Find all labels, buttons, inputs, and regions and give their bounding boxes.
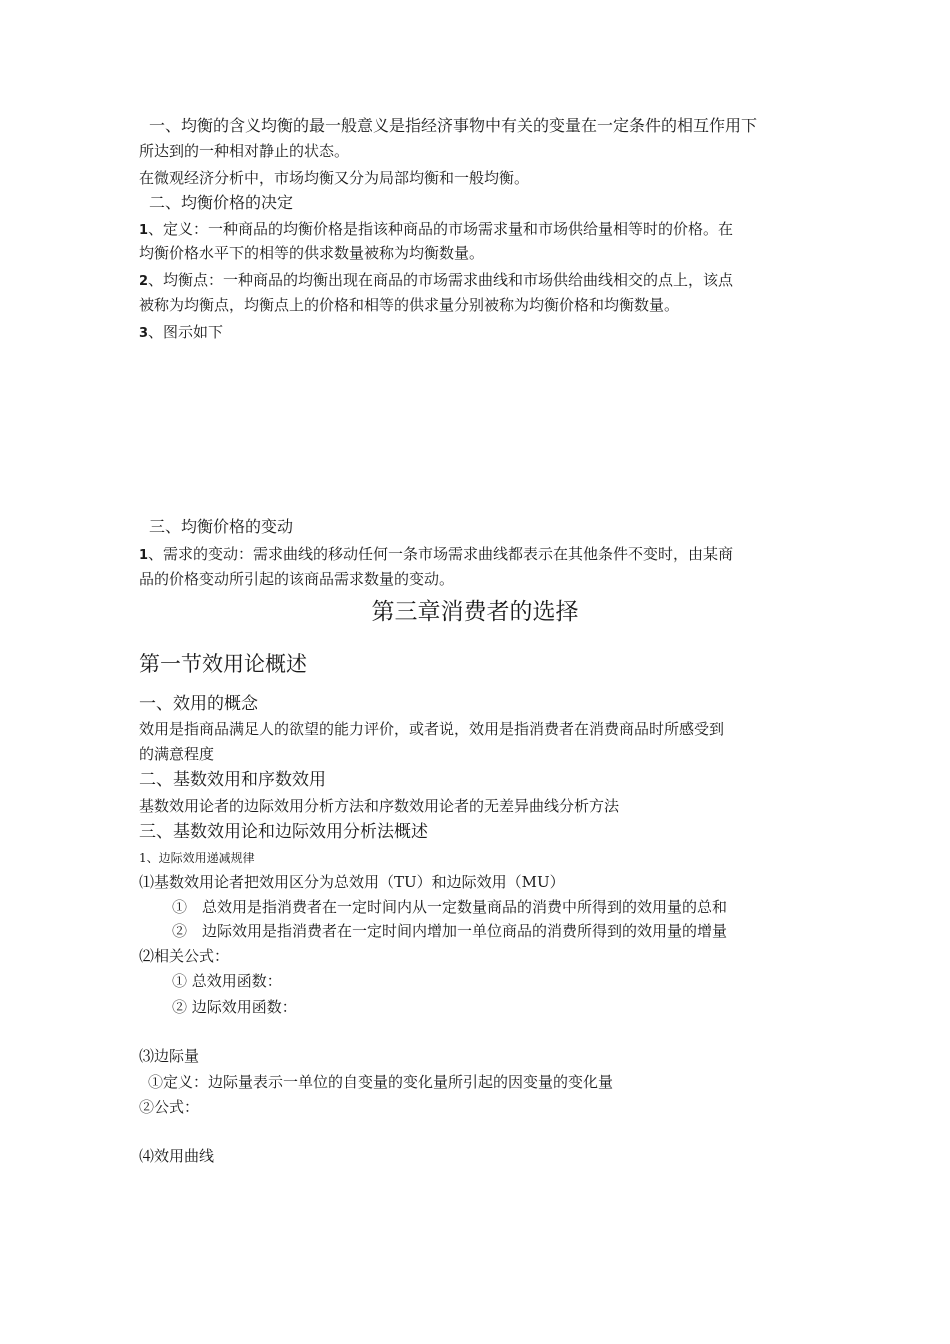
- list-item: ⑴基数效用论者把效用区分为总效用（TU）和边际效用（MU）: [139, 873, 565, 891]
- paragraph-line: 均衡价格水平下的相等的供求数量被称为均衡数量。: [139, 244, 485, 262]
- paragraph-line: 基数效用论者的边际效用分析方法和序数效用论者的无差异曲线分析方法: [139, 797, 620, 815]
- paragraph-text: 、均衡点：一种商品的均衡出现在商品的市场需求曲线和市场供给曲线相交的点上，该点: [148, 271, 734, 289]
- subheading-diminishing-utility: 1、边际效用递减规律: [139, 851, 255, 865]
- item-number: 3: [139, 326, 149, 341]
- paragraph-line: 品的价格变动所引起的该商品需求数量的变动。: [139, 570, 455, 588]
- paragraph-line: 被称为均衡点，均衡点上的价格和相等的供求量分别被称为均衡价格和均衡数量。: [139, 296, 680, 314]
- list-item: ② 边际效用是指消费者在一定时间内增加一单位商品的消费所得到的效用量的增量: [172, 922, 728, 940]
- heading-utility-concept: 一、效用的概念: [139, 694, 258, 714]
- paragraph-line: [139, 219, 733, 241]
- list-item: ⑷效用曲线: [139, 1147, 215, 1165]
- paragraph-line: [139, 322, 223, 344]
- heading-equilibrium-price: 二、均衡价格的决定: [149, 193, 294, 212]
- paragraph-line: [139, 544, 733, 566]
- paragraph-line: [139, 270, 733, 292]
- heading-equilibrium-change: 三、均衡价格的变动: [149, 517, 294, 536]
- paragraph-text: 均衡的最一般意义是指经济事物中有关的变量在一定条件的相互作用下: [261, 116, 758, 135]
- heading-text: 一、均衡的含义: [149, 116, 262, 135]
- paragraph-text: 、图示如下: [148, 323, 224, 341]
- heading-cardinal-marginal: 三、基数效用论和边际效用分析法概述: [139, 822, 428, 842]
- chapter-title: 第三章消费者的选择: [371, 599, 579, 625]
- paragraph-line: 效用是指商品满足人的欲望的能力评价，或者说，效用是指消费者在消费商品时所感受到: [139, 720, 725, 738]
- list-item: ① 总效用函数：: [172, 972, 282, 990]
- paragraph-line: 的满意程度: [139, 745, 215, 763]
- list-item: ②公式：: [139, 1098, 200, 1116]
- section-title: 第一节效用论概述: [139, 652, 307, 676]
- list-item: ①定义：边际量表示一单位的自变量的变化量所引起的因变量的变化量: [148, 1073, 614, 1091]
- list-item: ⑵相关公式：: [139, 947, 230, 965]
- heading-equilibrium-meaning: [149, 116, 757, 136]
- paragraph-line: 所达到的一种相对静止的状态。: [139, 142, 350, 160]
- heading-cardinal-ordinal: 二、基数效用和序数效用: [139, 770, 326, 790]
- list-item: ① 总效用是指消费者在一定时间内从一定数量商品的消费中所得到的效用量的总和: [172, 898, 728, 916]
- paragraph-text: 、定义：一种商品的均衡价格是指该种商品的市场需求量和市场供给量相等时的价格。在: [148, 220, 734, 238]
- item-number: 1: [139, 548, 149, 563]
- paragraph-text: 、需求的变动：需求曲线的移动任何一条市场需求曲线都表示在其他条件不变时，由某商: [148, 545, 734, 563]
- paragraph-line: 在微观经济分析中，市场均衡又分为局部均衡和一般均衡。: [139, 169, 530, 187]
- item-number: 2: [139, 274, 149, 289]
- list-item: ② 边际效用函数：: [172, 998, 297, 1016]
- list-item: ⑶边际量: [139, 1047, 200, 1065]
- item-number: 1: [139, 223, 149, 238]
